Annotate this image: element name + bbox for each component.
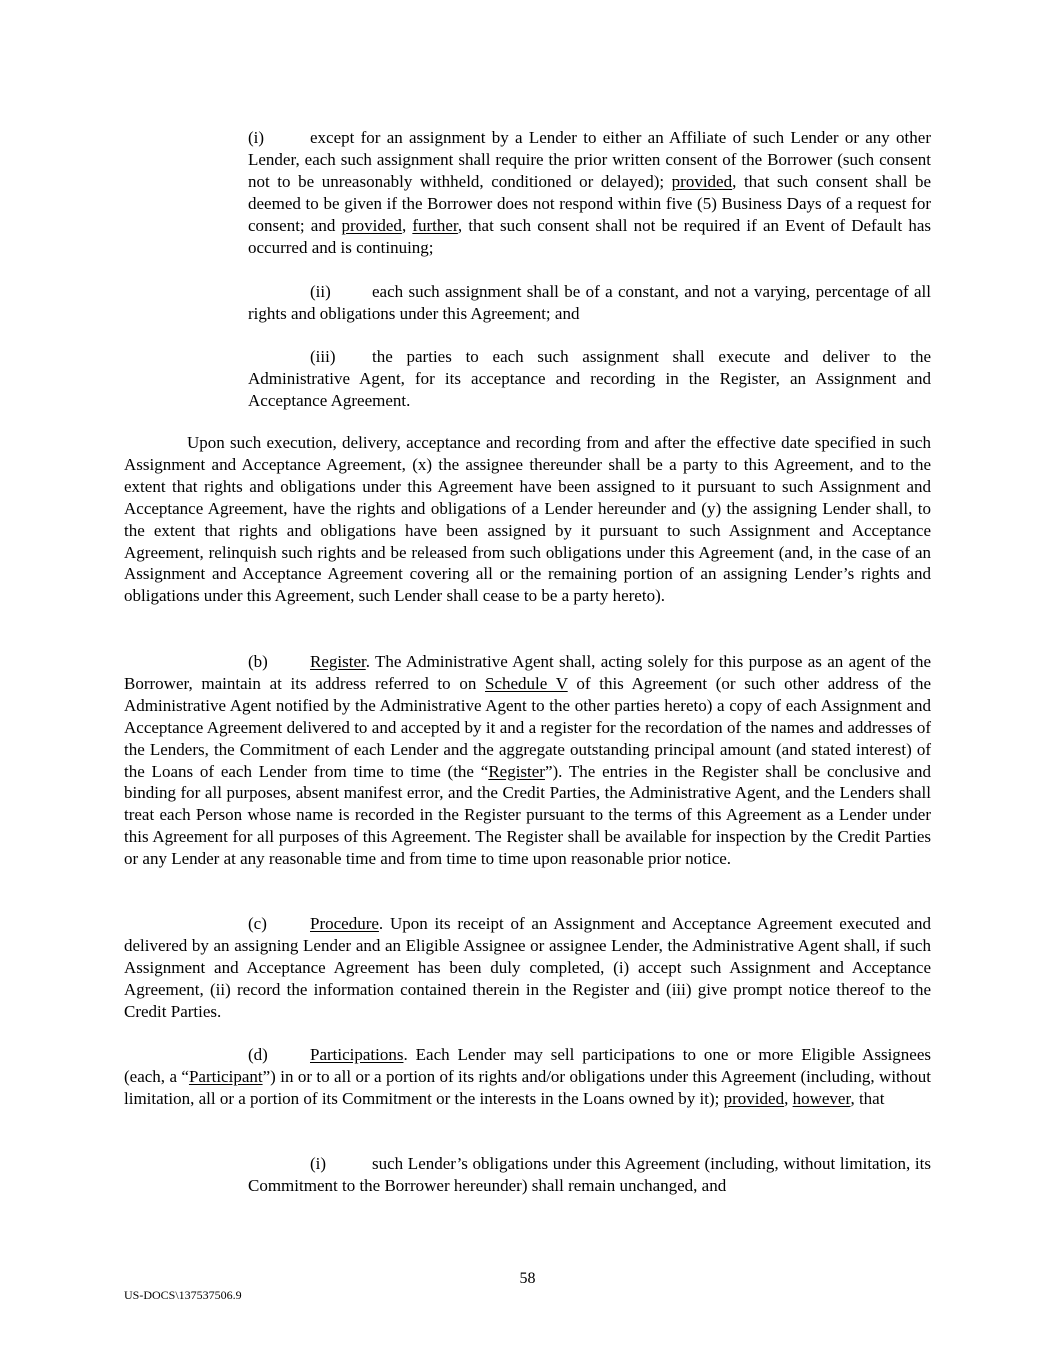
clause-marker: (ii) xyxy=(310,282,331,301)
section-text: . The Administrative Agent shall, acting solely for this purpose as an agent of the Borrower, maintain at its address referred to on xyxy=(124,652,931,693)
section-c-procedure xyxy=(124,913,931,1023)
clause-text: , that such consent shall be deemed to be given if the Borrower does not respond within five (5) Business Days of a request for consent; and xyxy=(248,171,931,235)
clause-marker: (i) xyxy=(248,128,265,147)
section-text: . Upon its receipt of an Assignment and Acceptance Agreement executed and delivered by an assigning Lender and an Eligible Assignee or assignee Lender, the Administrative Agent shall, if such Assignment and Acceptance Agreement has been duly completed, (i) accept such Assignment and Acceptance Agreement, (ii) record the information contained therein in the Register and (iii) give prompt notice thereof to the Credit Parties. xyxy=(124,914,931,1021)
clause-marker: (iii) xyxy=(310,347,336,366)
defined-term-register: Register xyxy=(488,761,545,781)
defined-term-provided: provided xyxy=(723,1088,785,1108)
clause-text: such Lender’s obligations under this Agreement (including, without limitation, its Commitment to the Borrower hereunder) shall remain unchanged, and xyxy=(248,1154,931,1195)
clause-i-consent xyxy=(248,127,931,258)
section-text: , xyxy=(784,1088,793,1108)
section-marker: (c) xyxy=(248,914,267,933)
section-marker: (d) xyxy=(248,1045,268,1064)
section-heading: Participations xyxy=(310,1045,404,1064)
section-heading: Procedure xyxy=(310,914,379,933)
document-id: US-DOCS\137537506.9 xyxy=(124,1288,242,1302)
section-text: . Each Lender may sell participations to one or more Eligible Assignees (each, a “ xyxy=(124,1045,931,1086)
section-text: , that xyxy=(850,1088,885,1108)
section-heading: Register xyxy=(310,652,366,671)
page-number: 58 xyxy=(519,1270,536,1287)
clause-text: , xyxy=(401,215,413,235)
clause-text: except for an assignment by a Lender to either an Affiliate of such Lender or any other Lender, each such assignment shall require the prior written consent of the Borrower (such consent not to be unreasonably withheld, conditioned or delayed); xyxy=(248,128,931,191)
clause-ii-percentage xyxy=(248,281,931,325)
schedule-reference: Schedule V xyxy=(485,673,568,693)
section-b-register xyxy=(124,651,931,870)
section-text: ”) in or to all or a portion of its rights and/or obligations under this Agreement (including, without limitation, all or a portion of its Commitment or the interests in the Loans owned by it); xyxy=(124,1066,931,1108)
upon-execution-paragraph: Upon such execution, delivery, acceptance and recording from and after the effective date specified in such Assignment and Acceptance Agreement, (x) the assignee thereunder shall be a party to this Agreement, and to the extent that rights and obligations under this Agreement have been assigned to it pursuant to such Assignment and Acceptance Agreement, have the rights and obligations of a Lender hereunder and (y) the assigning Lender shall, to the extent that rights and obligations have been assigned by it pursuant to such Assignment and Acceptance Agreement, relinquish such rights and be released from such obligations under this Agreement (and, in the case of an Assignment and Acceptance Agreement covering all or the remaining portion of an assigning Lender’s rights and obligations under this Agreement, such Lender shall cease to be a party hereto). xyxy=(124,433,931,606)
clause-marker: (i) xyxy=(310,1154,327,1173)
clause-text: each such assignment shall be of a constant, and not a varying, percentage of all rights and obligations under this Agreement; and xyxy=(248,282,931,323)
defined-term-participant: Participant xyxy=(188,1066,263,1086)
section-text: ”). The entries in the Register shall be conclusive and binding for all purposes, absent manifest error, and the Credit Parties, the Administrative Agent, and the Lenders shall treat each Person whose name is recorded in the Register pursuant to the terms of this Agreement as a Lender under this Agreement for all purposes of this Agreement. The Register shall be available for inspection by the Credit Parties or any Lender at any reasonable time and from time to time upon reasonable prior notice. xyxy=(124,761,932,869)
defined-term-provided: provided xyxy=(341,215,402,235)
clause-text: , that such consent shall not be required if an Event of Default has occurred and is continuing; xyxy=(248,215,932,257)
section-d-participations xyxy=(124,1044,931,1110)
defined-term-however: however xyxy=(792,1088,851,1108)
section-text: of this Agreement (or such other address of the Administrative Agent notified by the Administrative Agent to the other parties hereto) a copy of each Assignment and Acceptance Agreement delivered to and accepted by it and a register for the recordation of the names and addresses of the Lenders, the Commitment of each Lender and the aggregate outstanding principal amount (and stated interest) of the Loans of each Lender from time to time (the “ xyxy=(124,673,931,781)
section-marker: (b) xyxy=(248,652,268,671)
clause-d-i-obligations xyxy=(248,1153,931,1197)
defined-term-provided: provided xyxy=(671,171,733,191)
defined-term-further: further xyxy=(412,215,458,235)
clause-iii-execution xyxy=(248,346,931,412)
clause-text: the parties to each such assignment shall execute and deliver to the Administrative Agent, for its acceptance and recording in the Register, an Assignment and Acceptance Agreement. xyxy=(248,347,931,410)
